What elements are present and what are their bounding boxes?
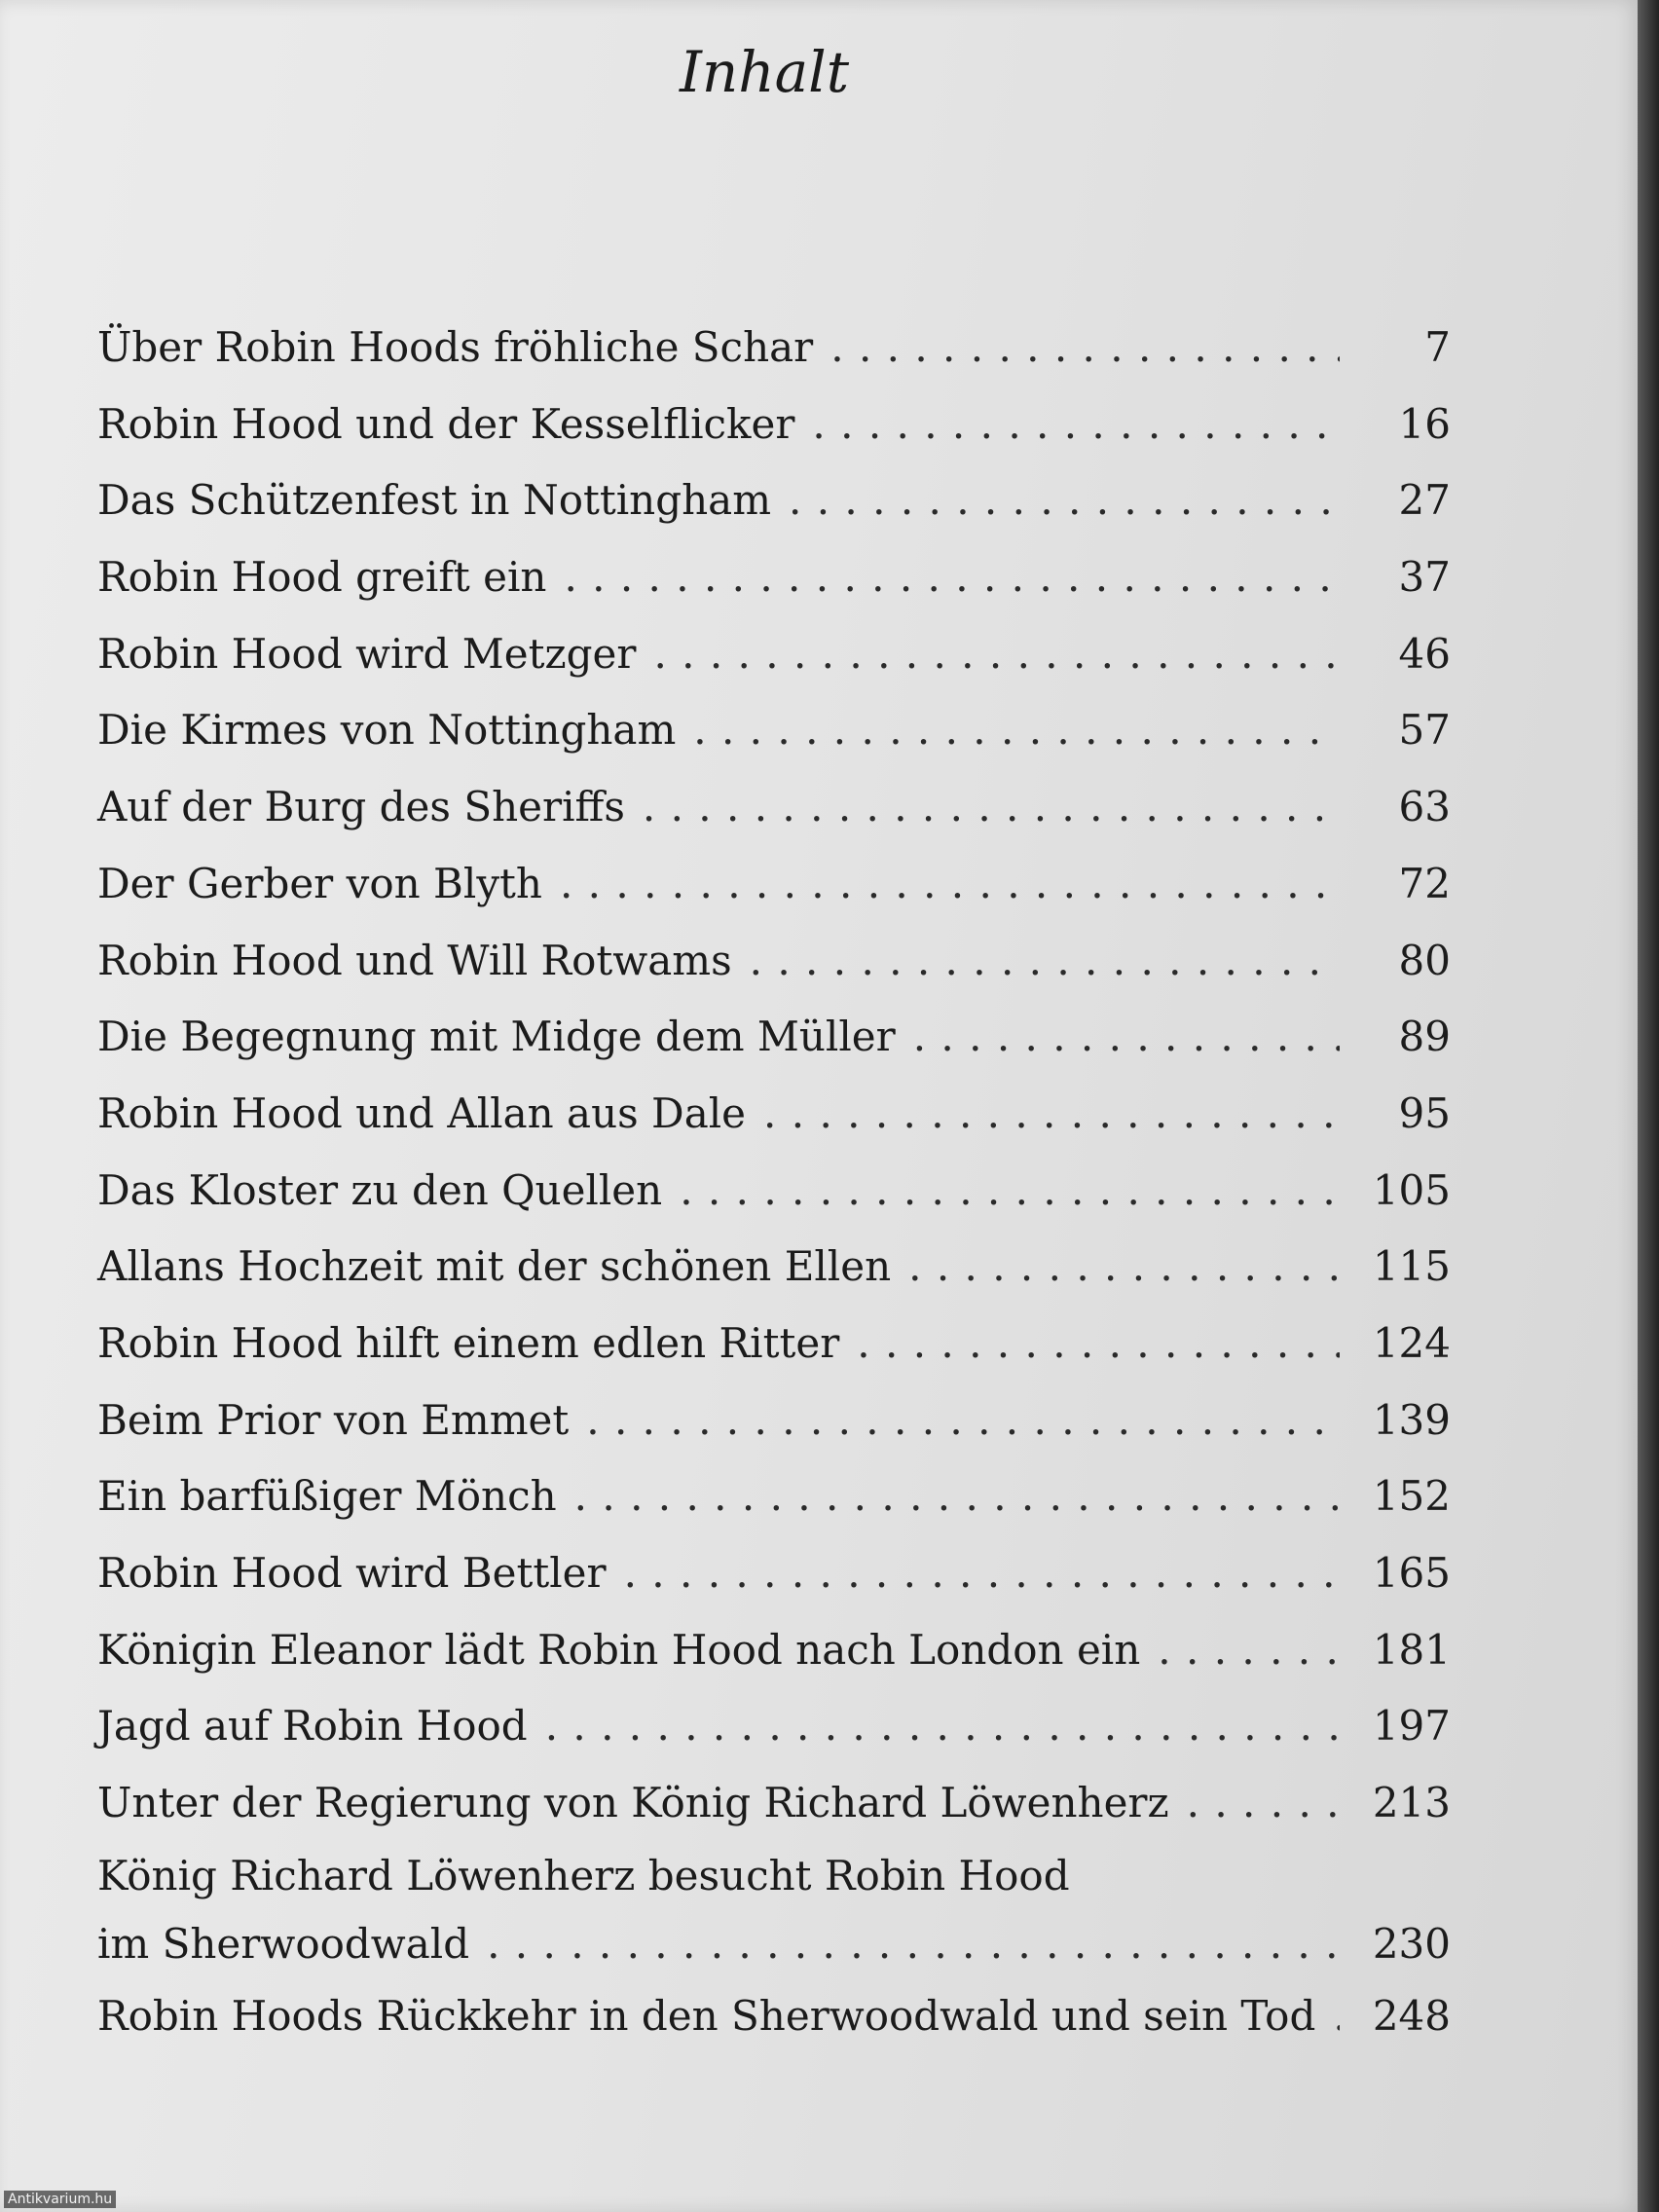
dot-leader <box>680 1153 1340 1230</box>
toc-entry <box>97 1978 1451 2055</box>
toc-entry-page: 124 <box>1372 1318 1451 1367</box>
toc-entry <box>97 462 1451 539</box>
dot-leader <box>574 1458 1340 1535</box>
toc-entry-title: Robin Hood und Allan aus Dale <box>97 1088 747 1137</box>
page-title: Inhalt <box>679 39 850 105</box>
dot-leader <box>750 923 1340 1000</box>
toc-entry <box>97 1688 1451 1765</box>
toc-entry-title-continued: im Sherwoodwald <box>97 1919 470 1968</box>
toc-entry <box>97 1842 1451 1978</box>
toc-entry-page: 105 <box>1372 1165 1451 1214</box>
toc-entry-page: 152 <box>1372 1472 1451 1521</box>
toc-entry-title: Robin Hoods Rückkehr in den Sherwoodwald und sein Tod <box>97 1991 1316 2040</box>
toc-entry-page: 46 <box>1398 629 1451 678</box>
dot-leader <box>560 846 1340 923</box>
toc-entry-title: Robin Hood greift ein <box>97 553 547 602</box>
dot-leader <box>789 462 1340 539</box>
toc-entry-title: Der Gerber von Blyth <box>97 859 542 907</box>
dot-leader <box>913 999 1340 1076</box>
toc-entry <box>97 1382 1451 1459</box>
toc-entry <box>97 1229 1451 1306</box>
toc-entry-page: 139 <box>1372 1395 1451 1444</box>
toc-entry-first-line <box>97 1842 1451 1910</box>
table-of-contents <box>97 310 1451 2054</box>
toc-entry-title: Über Robin Hoods fröhliche Schar <box>97 323 814 371</box>
toc-entry-title: Allans Hochzeit mit der schönen Ellen <box>97 1242 892 1291</box>
toc-entry-page: 213 <box>1372 1779 1451 1827</box>
toc-entry-title: Robin Hood hilft einem edlen Ritter <box>97 1318 840 1367</box>
toc-entry <box>97 923 1451 1000</box>
dot-leader <box>1158 1612 1340 1689</box>
toc-entry-second-line <box>97 1910 1451 1978</box>
toc-entry-page: 248 <box>1372 1991 1451 2040</box>
toc-entry <box>97 1458 1451 1535</box>
toc-entry-page: 115 <box>1372 1242 1451 1291</box>
toc-entry <box>97 692 1451 769</box>
toc-entry-title: Das Kloster zu den Quellen <box>97 1165 663 1214</box>
toc-entry-page: 63 <box>1398 783 1451 831</box>
toc-entry-page: 57 <box>1398 706 1451 755</box>
dot-leader <box>763 1076 1340 1153</box>
toc-entry-page: 27 <box>1398 476 1451 525</box>
dot-leader <box>1187 1765 1340 1842</box>
toc-entry-title: König Richard Löwenherz besucht Robin Hood <box>97 1851 1070 1899</box>
toc-entry-page: 165 <box>1372 1549 1451 1597</box>
toc-entry-title: Robin Hood wird Bettler <box>97 1549 607 1597</box>
toc-entry-page: 95 <box>1398 1088 1451 1137</box>
page-edge-shadow <box>1638 0 1659 2212</box>
dot-leader <box>812 387 1340 463</box>
toc-entry-page: 37 <box>1398 553 1451 602</box>
toc-entry-title: Robin Hood und Will Rotwams <box>97 936 732 984</box>
toc-entry <box>97 539 1451 616</box>
toc-entry-title: Robin Hood wird Metzger <box>97 629 637 678</box>
toc-entry-page: 72 <box>1398 859 1451 907</box>
toc-entry <box>97 999 1451 1076</box>
dot-leader <box>487 1910 1340 1978</box>
toc-entry-title: Das Schützenfest in Nottingham <box>97 476 772 525</box>
toc-entry <box>97 846 1451 923</box>
toc-entry-page: 181 <box>1372 1625 1451 1674</box>
toc-entry-page: 89 <box>1398 1013 1451 1061</box>
toc-entry-page: 197 <box>1372 1702 1451 1751</box>
dot-leader <box>830 310 1340 387</box>
dot-leader <box>643 769 1340 846</box>
toc-entry <box>97 1153 1451 1230</box>
toc-entry <box>97 1076 1451 1153</box>
toc-entry <box>97 1612 1451 1689</box>
toc-entry-title: Jagd auf Robin Hood <box>97 1702 528 1751</box>
toc-entry <box>97 1765 1451 1842</box>
toc-entry <box>97 1535 1451 1612</box>
toc-entry-page: 16 <box>1398 399 1451 448</box>
dot-leader <box>624 1535 1340 1612</box>
toc-entry-title: Ein barfüßiger Mönch <box>97 1472 557 1521</box>
toc-entry <box>97 387 1451 463</box>
toc-entry <box>97 1306 1451 1382</box>
toc-entry <box>97 310 1451 387</box>
toc-entry <box>97 616 1451 693</box>
toc-entry-title: Auf der Burg des Sheriffs <box>97 783 625 831</box>
dot-leader <box>857 1306 1340 1382</box>
dot-leader <box>908 1229 1340 1306</box>
watermark: Antikvarium.hu <box>4 2191 116 2208</box>
dot-leader <box>586 1382 1340 1459</box>
toc-entry-page: 7 <box>1424 323 1451 371</box>
dot-leader <box>653 616 1340 693</box>
dot-leader <box>545 1688 1340 1765</box>
toc-entry-title: Unter der Regierung von König Richard Löwenherz <box>97 1779 1169 1827</box>
dot-leader <box>1333 1978 1340 2055</box>
toc-entry-title: Robin Hood und der Kesselflicker <box>97 399 795 448</box>
toc-entry-title: Königin Eleanor lädt Robin Hood nach London ein <box>97 1625 1141 1674</box>
toc-entry-page: 230 <box>1372 1919 1451 1968</box>
dot-leader <box>693 692 1340 769</box>
toc-entry-title: Die Kirmes von Nottingham <box>97 706 677 755</box>
toc-entry-page: 80 <box>1398 936 1451 984</box>
toc-entry-title: Beim Prior von Emmet <box>97 1395 570 1444</box>
toc-entry-title: Die Begegnung mit Midge dem Müller <box>97 1013 896 1061</box>
dot-leader <box>564 539 1340 616</box>
toc-entry <box>97 769 1451 846</box>
